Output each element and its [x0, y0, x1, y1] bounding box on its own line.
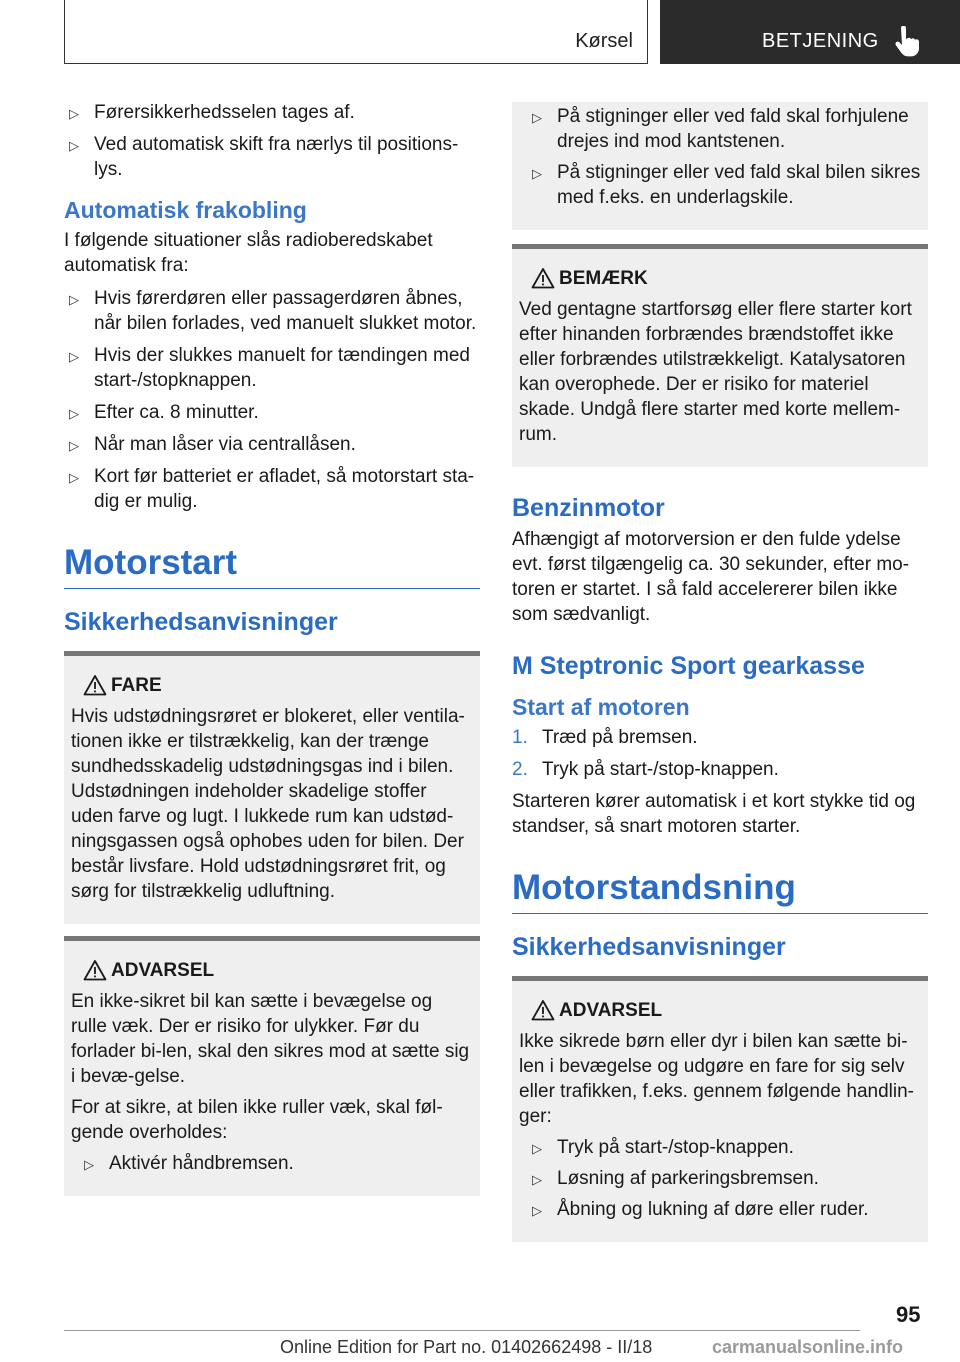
motorstop-title: Motorstandsning — [512, 867, 928, 914]
notice-title: ADVARSEL — [519, 999, 921, 1023]
starter-text: Starteren kører automatisk i et kort stykke tid og standser, så snart motoren starter. — [512, 791, 916, 837]
notice-text: Hvis udstødningsrøret er blokeret, eller ventila-tionen ikke er tilstrækkelig, kan der trænge sundhedsskadelig udstødningsgas ind i bilen. Udstødningen indeholder skadelige stoffer uden farve og lugt. I lukkede rum kan udstød-ningsgassen også ophobes uden for bilen. Der består livsfare. Hold udstødningsrøret frit, og sørg for tilstrækkelig udluftning. — [71, 706, 465, 902]
warning-triangle-icon — [83, 674, 107, 696]
notice-text: Ikke sikrede børn eller dyr i bilen kan sætte bi-len i bevægelse og udgøre en fare for sig selv eller trafikken, f.eks. gennem følgende handlin-ger: — [519, 1031, 914, 1127]
list-item: ▷ Tryk på start-/stop-knappen. — [527, 1135, 921, 1160]
list-item: ▷ Førersikkerhedsselen tages af. — [64, 100, 480, 125]
list-item: 2. Tryk på start-/stop-knappen. — [512, 759, 779, 780]
list-item: ▷ Hvis der slukkes manuelt for tændingen med start-/stopknappen. — [64, 343, 480, 393]
list-item: ▷ Hvis førerdøren eller passagerdøren åbnes, når bilen forlades, ved manuelt slukket motor. — [64, 286, 480, 336]
header-section-title: Kørsel — [575, 30, 633, 52]
list-item: ▷ Åbning og lukning af døre eller ruder. — [527, 1197, 921, 1222]
edition-text: Online Edition for Part no. 01402662498 - II/18 — [280, 1337, 653, 1357]
hand-pointer-icon — [892, 26, 922, 58]
notice-bullet-list — [527, 1135, 921, 1222]
intro-bullet-list — [64, 100, 480, 182]
right-column — [512, 102, 928, 1254]
watermark: carmanualsonline.info — [712, 1337, 904, 1357]
motorstart-title: Motorstart — [64, 542, 480, 589]
auto-off-bullet-list — [64, 286, 480, 514]
notice-text: For at sikre, at bilen ikke ruller væk, skal føl-gende overholdes: — [71, 1097, 443, 1143]
left-column — [64, 100, 480, 1208]
steptronic-heading: M Steptronic Sport gearkasse — [512, 652, 865, 680]
warning-triangle-icon — [531, 267, 555, 289]
notice-title: FARE — [71, 674, 473, 698]
list-item: ▷ Når man låser via centrallåsen. — [64, 432, 480, 457]
benzin-text: Afhængigt af motorversion er den fulde ydelse evt. først tilgængelig ca. 30 sekunder, efter mo-toren er startet. I så fald accelererer bilen ikke som sædvanligt. — [512, 529, 910, 625]
continued-warning-box — [512, 102, 928, 230]
safety-heading: Sikkerhedsanvisninger — [512, 933, 786, 961]
notice-box — [512, 244, 928, 467]
header-section-box — [64, 0, 648, 64]
list-item: ▷ Efter ca. 8 minutter. — [64, 400, 480, 425]
continued-bullet-list — [527, 104, 921, 210]
list-item: ▷ Aktivér håndbremsen. — [79, 1151, 473, 1176]
auto-off-heading: Automatisk frakobling — [64, 197, 307, 223]
list-item: ▷ Kort før batteriet er afladet, så motorstart sta-dig er mulig. — [64, 464, 480, 514]
list-item: ▷ Løsning af parkeringsbremsen. — [527, 1166, 921, 1191]
warning-triangle-icon — [83, 959, 107, 981]
warning-notice — [64, 936, 480, 1196]
notice-bullet-list — [79, 1151, 473, 1176]
danger-notice — [64, 651, 480, 924]
list-item: ▷ Ved automatisk skift fra nærlys til positions-lys. — [64, 132, 480, 182]
list-item: ▷ På stigninger eller ved fald skal forhjulene drejes ind mod kantstenen. — [527, 104, 921, 154]
safety-heading: Sikkerhedsanvisninger — [64, 608, 338, 636]
start-steps-list — [512, 725, 928, 782]
notice-text: Ved gentagne startforsøg eller flere starter kort efter hinanden forbrændes brændstoffet ikke eller forbrændes utilstrækkeligt. Katalysatoren kan overophede. Der er risiko for materiel skade. Undgå flere starter med korte mellem-rum. — [519, 299, 912, 445]
benzin-heading: Benzinmotor — [512, 494, 665, 522]
notice-title: ADVARSEL — [71, 959, 473, 983]
header-chapter-title: BETJENING — [762, 30, 879, 52]
warning-notice — [512, 976, 928, 1242]
list-item: ▷ På stigninger eller ved fald skal bilen sikres med f.eks. en underlagskile. — [527, 160, 921, 210]
auto-off-text: I følgende situationer slås radioberedskabet automatisk fra: — [64, 230, 433, 276]
page-number: 95 — [896, 1302, 921, 1327]
warning-triangle-icon — [531, 999, 555, 1021]
notice-title: BEMÆRK — [519, 267, 921, 291]
start-engine-heading: Start af motoren — [512, 694, 690, 720]
list-item: 1. Træd på bremsen. — [512, 727, 698, 748]
notice-text: En ikke-sikret bil kan sætte i bevægelse og rulle væk. Der er risiko for ulykker. Før du forlader bi-len, skal den sikres mod at sætte sig i bevæ-gelse. — [71, 991, 470, 1087]
footer-divider — [64, 1330, 860, 1331]
